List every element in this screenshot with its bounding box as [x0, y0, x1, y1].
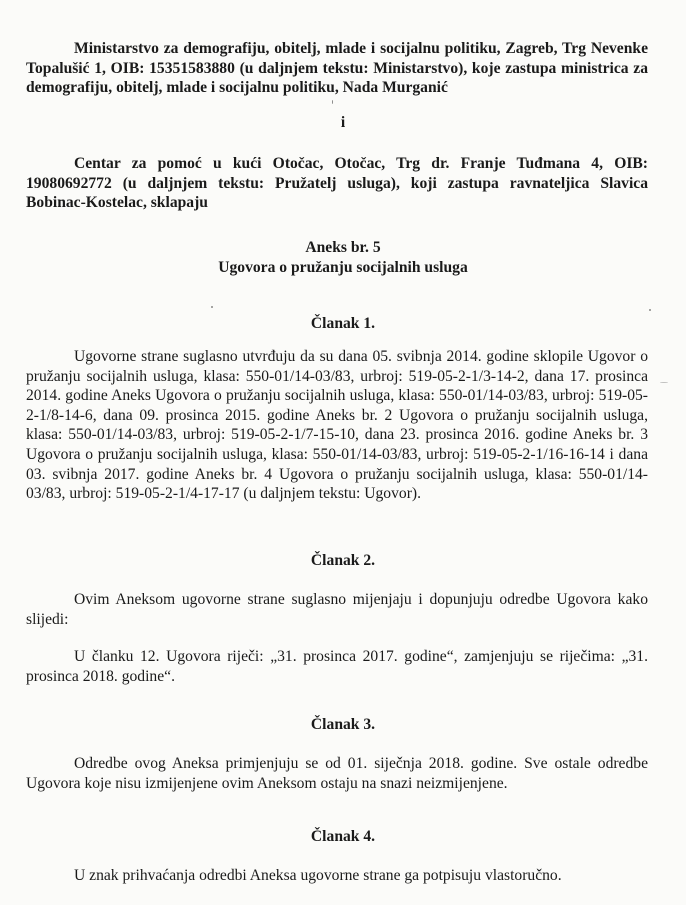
article-2-heading: Članak 2.	[310, 552, 376, 569]
scan-speck	[660, 382, 668, 383]
scan-speck	[332, 100, 333, 104]
party-provider-text: Centar za pomoć u kući Otočac, Otočac, Trg dr. Franje Tuđmana 4, OIB: 19080692772 (u daljnjem tekstu: Pružatelj usluga), koji zastupa ravnateljica Slavica Bobinac-Kostelac, sklapaju	[26, 155, 648, 212]
party-ministry-text: Ministarstvo za demografiju, obitelj, mlade i socijalnu politiku, Zagreb, Trg Nevenke Topalušić 1, OIB: 15351583880 (u daljnjem tekstu: Ministarstvo), koje zastupa ministrica za demografiju, obitelj, mlade i socijalnu politiku, Nada Murganić	[26, 40, 648, 97]
article-2-text-1: Ovim Aneksom ugovorne strane suglasno mijenjaju i dopunjuju odredbe Ugovora kako slijedi:	[26, 591, 648, 628]
article-1-heading: Članak 1.	[310, 315, 376, 332]
scan-speck	[211, 306, 213, 308]
scan-speck	[649, 309, 651, 311]
article-4-heading: Članak 4.	[310, 828, 376, 845]
party-provider	[26, 154, 648, 213]
party-conjunction: i	[340, 114, 346, 131]
article-4-paragraph	[26, 866, 648, 886]
article-1-paragraph	[26, 347, 648, 504]
article-2-paragraph-1	[26, 590, 648, 629]
article-3-heading: Članak 3.	[310, 716, 376, 733]
article-2-paragraph-2	[26, 647, 648, 686]
article-4-text: U znak prihvaćanja odredbi Aneksa ugovorne strane ga potpisuju vlastoručno.	[74, 867, 562, 884]
article-3-paragraph	[26, 754, 648, 793]
article-3-text: Odredbe ovog Aneksa primjenjuju se od 01. siječnja 2018. godine. Sve ostale odredbe Ugovora koje nisu izmijenjene ovim Aneksom ostaju na snazi neizmijenjene.	[26, 755, 648, 792]
document-title: Aneks br. 5	[305, 239, 381, 256]
document-subtitle: Ugovora o pružanju socijalnih usluga	[218, 259, 468, 276]
article-2-text-2: U članku 12. Ugovora riječi: „31. prosinca 2017. godine“, zamjenjuju se riječima: „31. prosinca 2018. godine“.	[26, 648, 648, 685]
party-ministry	[26, 39, 648, 98]
article-1-text: Ugovorne strane suglasno utvrđuju da su dana 05. svibnja 2014. godine sklopile Ugovor o pružanju socijalnih usluga, klasa: 550-01/14-03/83, urbroj: 519-05-2-1/3-14-2, dana 17. prosinca 2014. godine Aneks Ugovora o pružanju socijalnih usluga, klasa: 550-01/14-03/83, urbroj: 519-05-2-1/8-14-6, dana 09. prosinca 2015. godine Aneks br. 2 Ugovora o pružanju socijalnih usluga, klasa: 550-01/14-03/83, urbroj: 519-05-2-1/7-15-10, dana 23. prosinca 2016. godine Aneks br. 3 Ugovora o pružanju socijalnih usluga, klasa: 550-01/14-03/83, urbroj: 519-05-2-1/16-16-14 i dana 03. svibnja 2017. godine Aneks br. 4 Ugovora o pružanju socijalnih usluga, klasa: 550-01/14-03/83, urbroj: 519-05-2-1/4-17-17 (u daljnjem tekstu: Ugovor).	[26, 348, 648, 503]
